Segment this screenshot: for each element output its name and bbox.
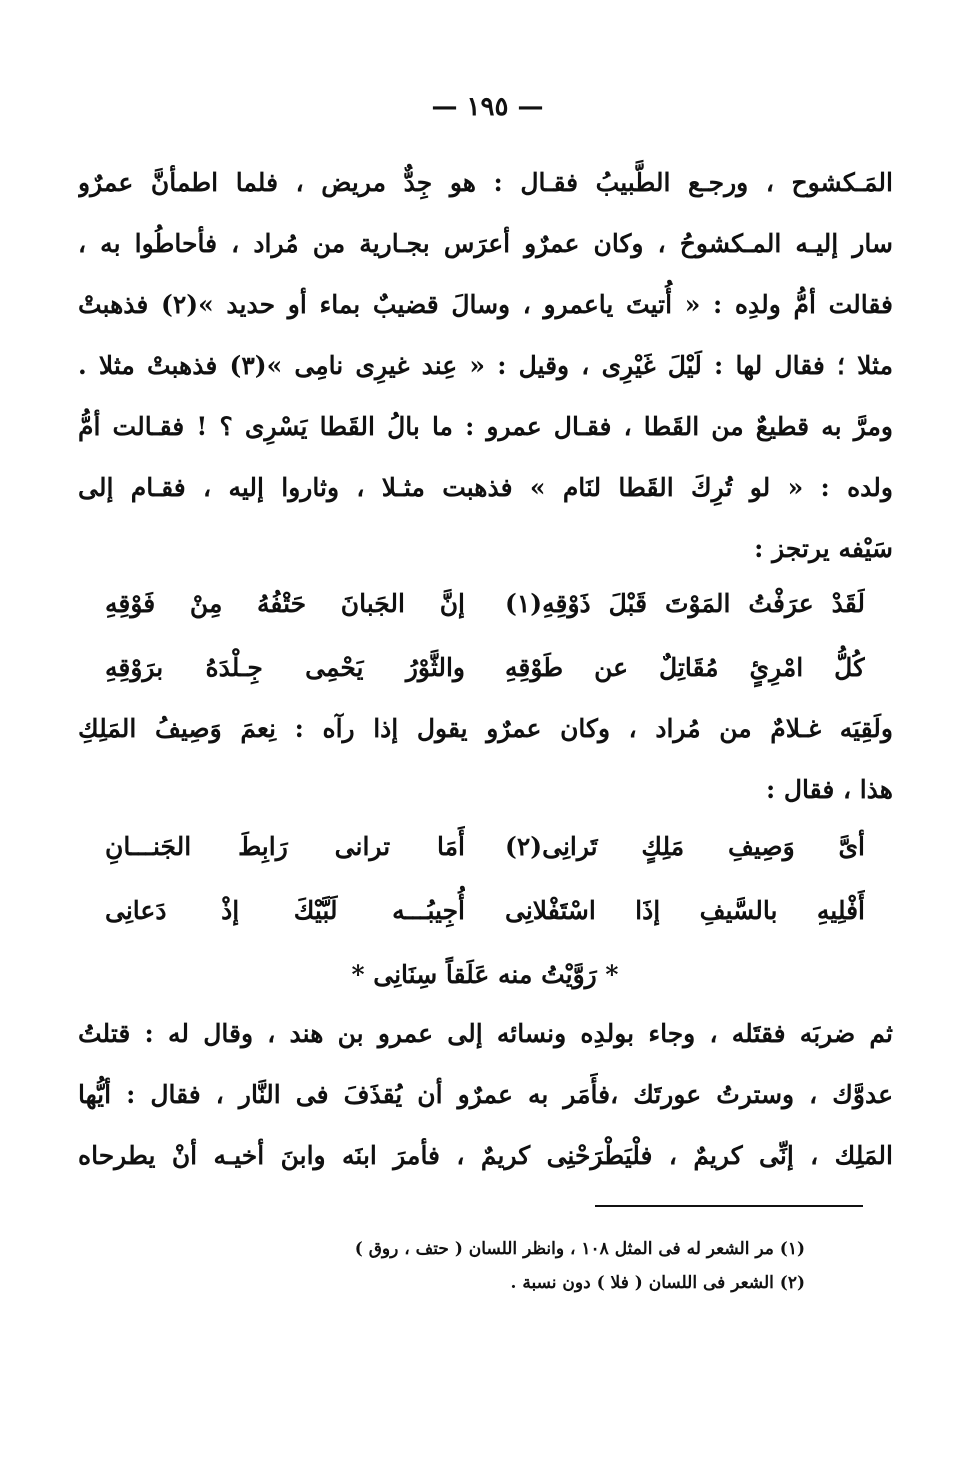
text-line: ولده : « لو تُرِكَ القَطا لنَام » فذهبت مثـلا ، وثاروا إليه ، فقـام إلى bbox=[78, 473, 893, 502]
single-verse-line: * رَوَّيْتُ منه عَلَقاً سِنَانِى * bbox=[351, 960, 619, 989]
text-line: سَيْفه يرتجز : bbox=[754, 534, 893, 563]
text-line: عدوَّك ، وسترتُ عورتَك ،فأَمَر به عمرٌو أن يُقذَفَ فى النَّار ، فقال : أيُّها bbox=[78, 1080, 893, 1109]
verse-line bbox=[105, 815, 865, 879]
footnotes bbox=[245, 1232, 805, 1300]
paragraph-1 bbox=[78, 152, 893, 579]
text-line: ثم ضربَه فقتَله ، وجاء بولدِه ونسائه إلى عمرو بن هند ، وقال له : قتلتُ bbox=[78, 1019, 893, 1048]
verse-first-hemistich: أىَّ وَصِيفِ مَلِكٍ تَرانِى(٢) bbox=[505, 832, 865, 861]
text-line: هذا ، فقال : bbox=[765, 775, 893, 804]
text-line: ومرَّ به قطيعٌ من القَطا ، فقـال عمرو : ما بالُ القَطا يَسْرِى ؟ ! فقـالت أمُّ bbox=[78, 412, 893, 441]
verse-block-2 bbox=[105, 815, 865, 1007]
verse-line bbox=[105, 572, 865, 636]
verse-line bbox=[105, 636, 865, 700]
paragraph-3 bbox=[78, 1003, 893, 1186]
verse-first-hemistich: لَقَدْ عرَفْتُ المَوْتَ قَبْلَ ذَوْقِهِ(١) bbox=[505, 589, 865, 618]
text-line: مثلا ؛ فقال لها : لَيْلَ غَيْرِى ، وقيل : « عِند غيرِى نامِى »(٣) فذهبتْ مثلا . bbox=[78, 351, 893, 380]
verse-second-hemistich: إنَّ الجَبانَ حَتْفُهُ مِنْ فَوْقِهِ bbox=[105, 589, 465, 618]
verse-first-hemistich: أَفْلِيهِ بالسَّيفِ إذَا اسْتَفْلانِى bbox=[505, 896, 865, 925]
text-line: المَلِك ، إنِّى كريمٌ ، فلْيَطْرَحْنِى كريمٌ ، فأمرَ ابنَه وابنَ أخيـه أنْ يطرحاه bbox=[78, 1141, 893, 1170]
text-line: ولَقِيَه غـلامٌ من مُراد ، وكان عمرٌو يقول إذا رآه : نِعمَ وَصِيفُ المَلِكِ bbox=[78, 714, 893, 743]
footnote-2: (٢) الشعر فى اللسان ( فلا ) دون نسبة . bbox=[510, 1273, 805, 1293]
verse-second-hemistich: أَمَا ترانى رَابِطَ الجَنـــانِ bbox=[105, 832, 465, 861]
verse-line bbox=[105, 879, 865, 943]
footnote-1: (١) مر الشعر له فى المثل ١٠٨ ، وانظر اللسان ( حتف ، روق ) bbox=[354, 1239, 805, 1259]
footnote-divider bbox=[595, 1205, 863, 1207]
verse-second-hemistich: أُجِيبُـــه لَبَّيْكَ إذْ دَعانِى bbox=[105, 896, 465, 925]
verse-second-hemistich: والثَّوْرُ يَحْمِى جِـلْدَهُ برَوْقِهِ bbox=[105, 653, 465, 682]
text-line: فقالت أمُّ ولدِه : « أُتيتَ ياعمرو ، وسالَ قضيبٌ بماء أو حديد »(٢) فذهبتْ bbox=[78, 290, 893, 319]
verse-block-1 bbox=[105, 572, 865, 700]
text-line: سار إليـه المـكشوحُ ، وكان عمرٌو أعرَس بجـارية من مُراد ، فأحاطُوا به ، bbox=[78, 229, 893, 258]
page-number: — ١٩٥ — bbox=[431, 92, 544, 122]
text-line: المَـكشوح ، ورجـع الطَّبيبُ فقـال : هو جِدٌّ مريض ، فلما اطمأنَّ عمرٌو bbox=[78, 168, 893, 197]
paragraph-2 bbox=[78, 698, 893, 820]
verse-first-hemistich: كُلُّ امْرِئٍ مُقَاتِلٌ عن طَوْقِهِ bbox=[505, 653, 865, 682]
